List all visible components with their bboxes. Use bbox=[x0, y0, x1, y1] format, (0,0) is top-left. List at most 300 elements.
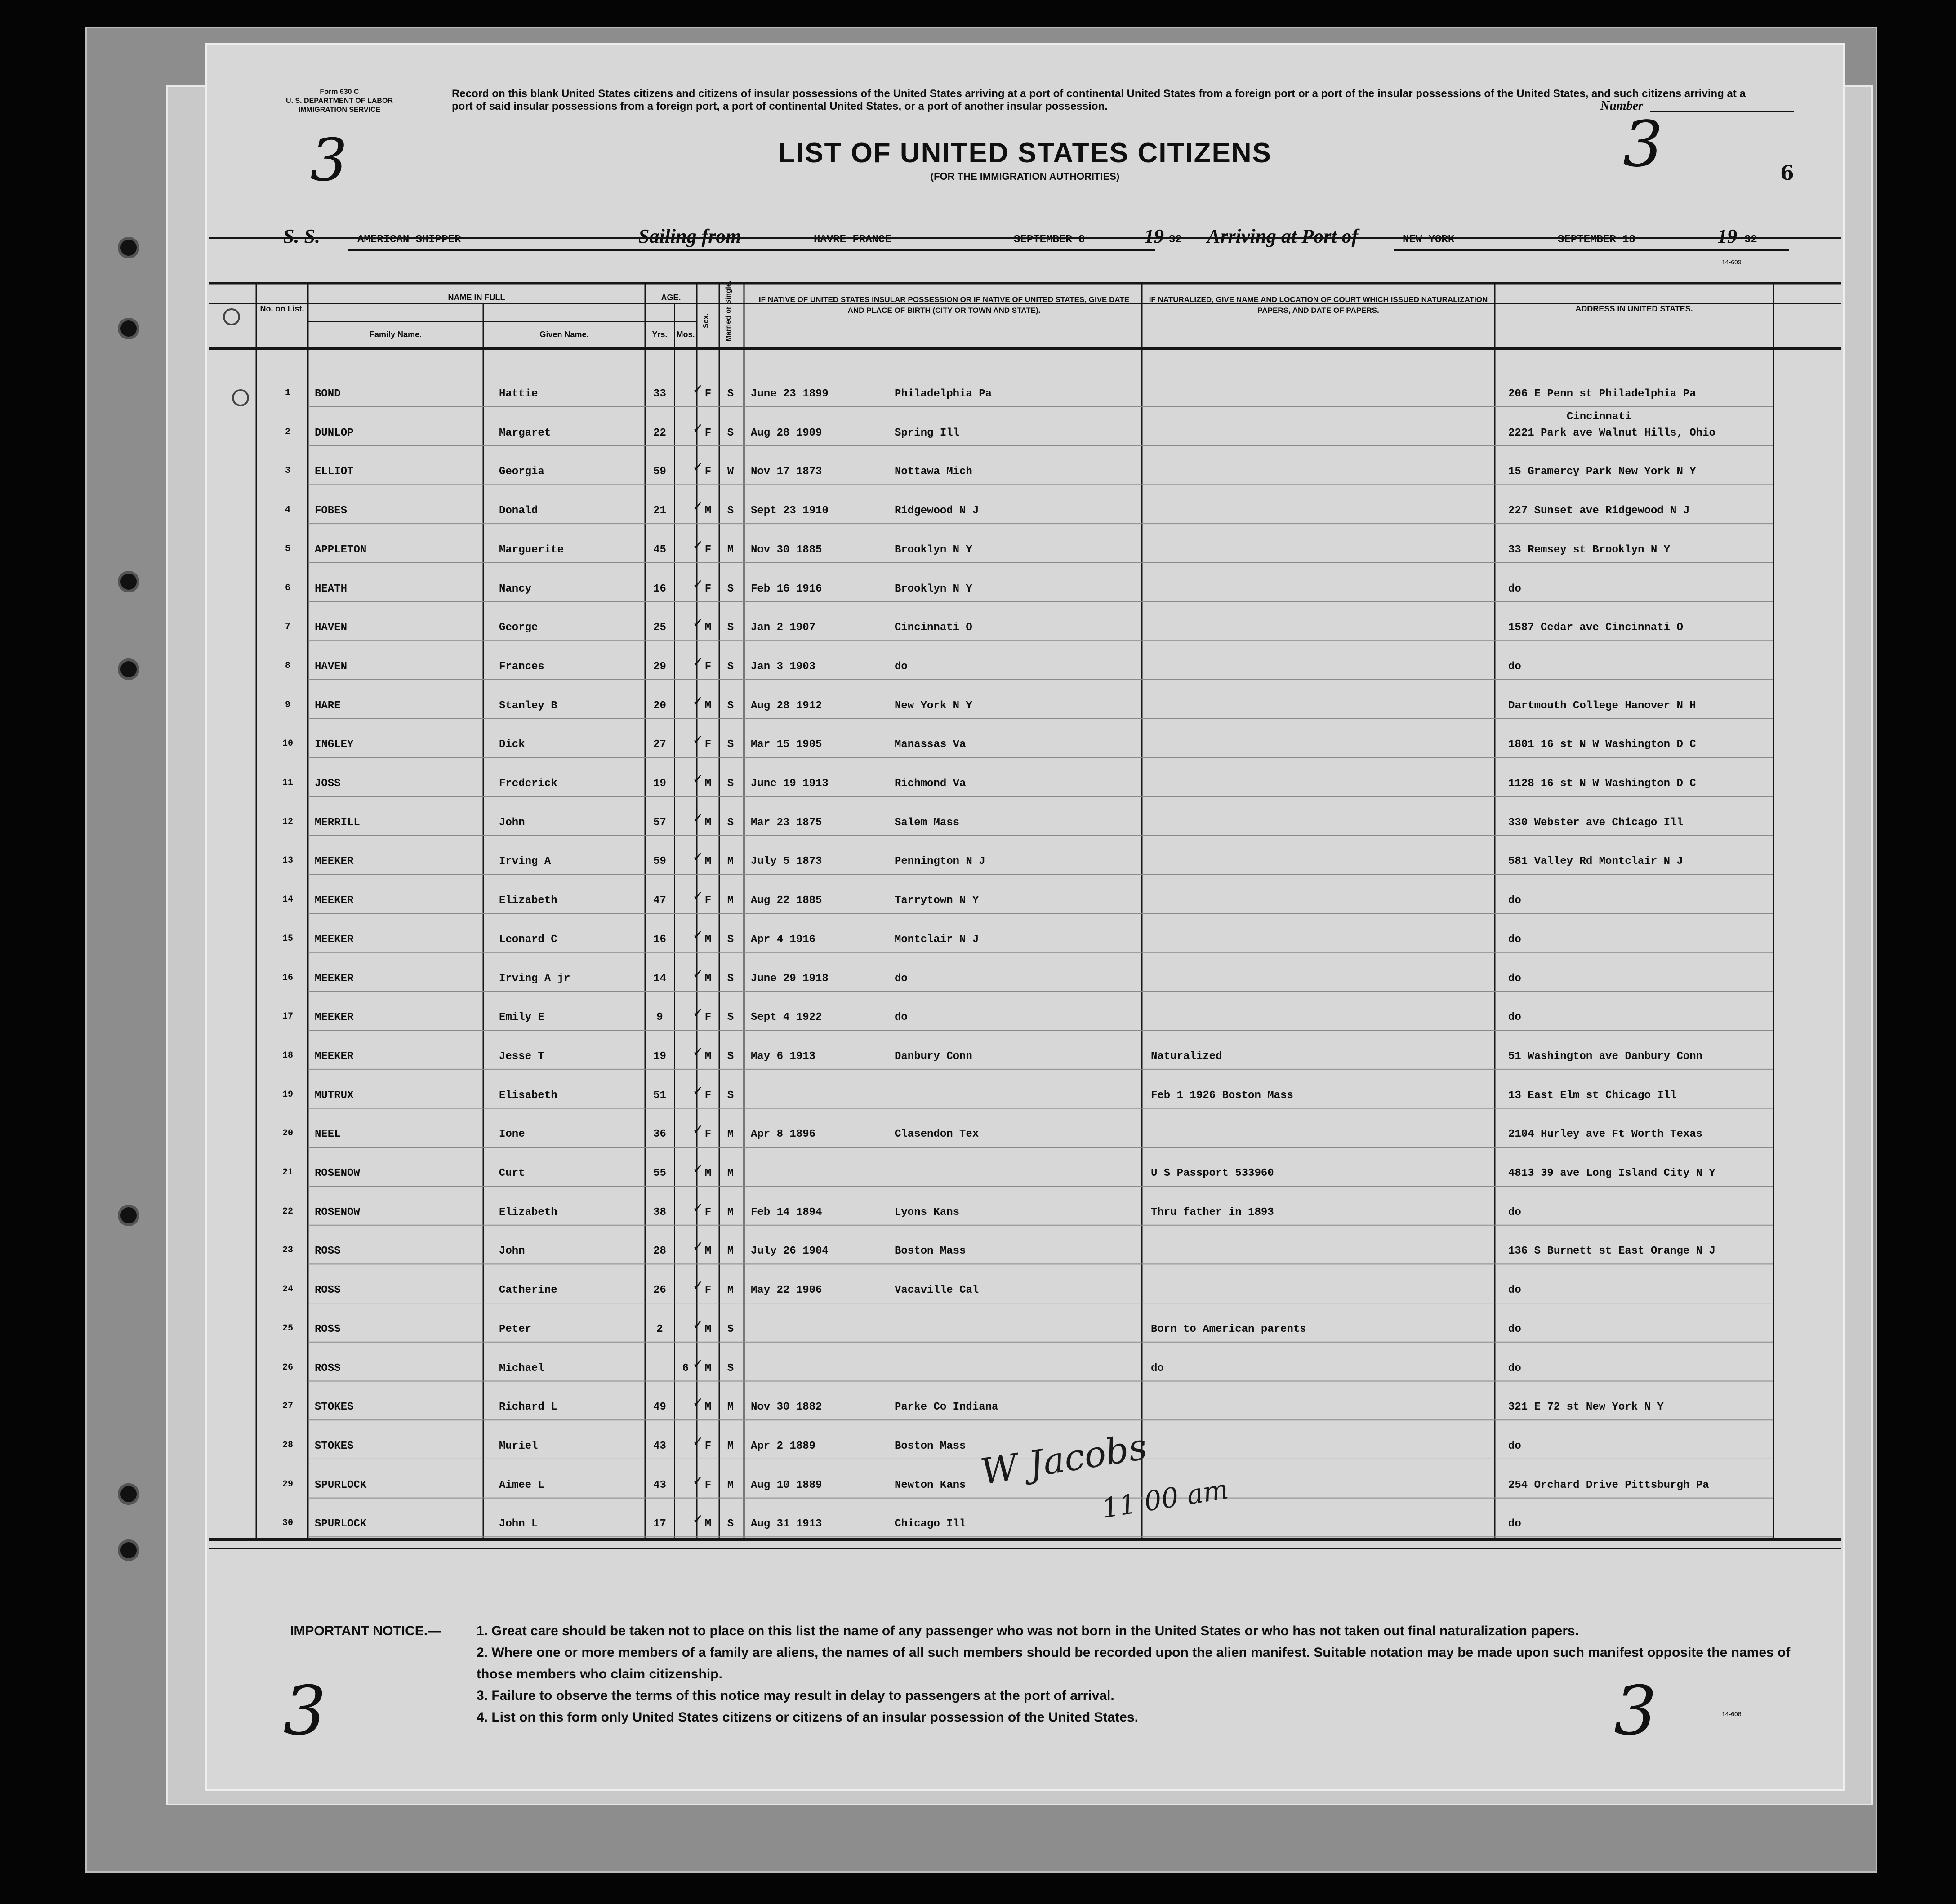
check-mark-icon: ✓ bbox=[692, 1161, 704, 1177]
given-name: Catherine bbox=[499, 1284, 557, 1297]
marital-status: M bbox=[727, 855, 734, 868]
department-name: U. S. DEPARTMENT OF LABOR bbox=[286, 97, 393, 105]
table-row bbox=[207, 410, 1843, 445]
birth-place: Brooklyn N Y bbox=[895, 583, 972, 595]
us-address: 51 Washington ave Danbury Conn bbox=[1508, 1050, 1703, 1063]
naturalization-note: Naturalized bbox=[1151, 1050, 1222, 1063]
age-years: 20 bbox=[653, 699, 666, 712]
age-years: 33 bbox=[653, 388, 666, 400]
birth-place: Boston Mass bbox=[895, 1245, 966, 1258]
row-number: 28 bbox=[282, 1440, 293, 1450]
family-name: BOND bbox=[315, 388, 341, 400]
birth-date: Nov 17 1873 bbox=[751, 466, 822, 478]
birth-place: Salem Mass bbox=[895, 816, 960, 829]
departure-date: SEPTEMBER 8 bbox=[1014, 234, 1085, 246]
marital-status: M bbox=[727, 1206, 734, 1219]
us-address: 206 E Penn st Philadelphia Pa bbox=[1508, 388, 1696, 400]
age-years: 49 bbox=[653, 1401, 666, 1414]
record-instructions: Record on this blank United States citizens and citizens of insular possessions of the United States arriving at a port of continental United States from a foreign port or a port of the insular possessions of the United States, and such citizens arriving at a port of said insular possessions from a foreign port, a port of continental United States, or a port of another insular possession. bbox=[452, 88, 1746, 112]
birth-place: Manassas Va bbox=[895, 738, 966, 751]
table-row bbox=[207, 1239, 1843, 1263]
us-address-city: Cincinnati bbox=[1567, 410, 1632, 423]
us-address: do bbox=[1508, 1518, 1521, 1530]
check-mark-icon: ✓ bbox=[692, 1083, 704, 1099]
marital-status: W bbox=[727, 466, 734, 478]
birth-date: Aug 28 1912 bbox=[751, 699, 822, 712]
handwritten-upper-right-mark: 3 bbox=[1623, 108, 1663, 181]
given-name: Frederick bbox=[499, 778, 557, 790]
family-name: MEEKER bbox=[315, 1050, 354, 1063]
birth-date: Aug 22 1885 bbox=[751, 894, 822, 907]
us-address: Dartmouth College Hanover N H bbox=[1508, 699, 1696, 712]
us-address: 33 Remsey st Brooklyn N Y bbox=[1508, 543, 1671, 556]
ss-label: S. S. bbox=[283, 225, 320, 247]
handwritten-lower-right-mark: 3 bbox=[1614, 1672, 1657, 1750]
us-address: do bbox=[1508, 1206, 1521, 1219]
table-row bbox=[207, 888, 1843, 912]
given-name: Georgia bbox=[499, 466, 544, 478]
binder-hole bbox=[118, 1205, 139, 1226]
family-name: NEEL bbox=[315, 1128, 341, 1141]
marital-status: M bbox=[727, 1440, 734, 1452]
family-name: MEEKER bbox=[315, 855, 354, 868]
check-mark-icon: ✓ bbox=[692, 1395, 704, 1411]
binder-hole bbox=[118, 1483, 139, 1505]
row-number: 9 bbox=[285, 699, 290, 710]
birth-place: Richmond Va bbox=[895, 778, 966, 790]
table-row bbox=[207, 1161, 1843, 1185]
given-name: Emily E bbox=[499, 1011, 544, 1024]
departure-year-suffix: 32 bbox=[1169, 234, 1182, 246]
row-number: 15 bbox=[282, 933, 293, 944]
table-row bbox=[207, 1044, 1843, 1068]
us-address: 13 East Elm st Chicago Ill bbox=[1508, 1089, 1677, 1102]
sex: M bbox=[704, 855, 712, 868]
row-number: 7 bbox=[285, 622, 290, 632]
page-subtitle: (FOR THE IMMIGRATION AUTHORITIES) bbox=[930, 171, 1120, 182]
sex: M bbox=[704, 1518, 712, 1530]
row-number: 25 bbox=[282, 1323, 293, 1334]
col-given-name: Given Name. bbox=[539, 330, 589, 339]
check-mark-icon: ✓ bbox=[692, 459, 704, 476]
birth-place: do bbox=[895, 972, 908, 985]
age-years: 2 bbox=[656, 1323, 663, 1335]
check-mark-icon: ✓ bbox=[692, 420, 704, 436]
family-name: STOKES bbox=[315, 1401, 354, 1414]
birth-date: May 22 1906 bbox=[751, 1284, 822, 1297]
service-name: IMMIGRATION SERVICE bbox=[298, 106, 381, 114]
family-name: JOSS bbox=[315, 778, 341, 790]
us-address: 2104 Hurley ave Ft Worth Texas bbox=[1508, 1128, 1703, 1141]
sex: F bbox=[704, 543, 712, 556]
number-label: Number bbox=[1600, 99, 1643, 113]
age-years: 57 bbox=[653, 816, 666, 829]
age-years: 16 bbox=[653, 933, 666, 946]
age-years: 19 bbox=[653, 778, 666, 790]
manifest-page bbox=[207, 45, 1843, 1789]
check-mark-icon: ✓ bbox=[692, 1356, 704, 1372]
family-name: MEEKER bbox=[315, 1011, 354, 1024]
family-name: ROSENOW bbox=[315, 1206, 360, 1219]
table-row bbox=[207, 810, 1843, 835]
us-address: do bbox=[1508, 972, 1521, 985]
notice-code: 14-608 bbox=[1722, 1710, 1742, 1717]
check-mark-icon: ✓ bbox=[692, 927, 704, 943]
marital-status: S bbox=[727, 505, 734, 517]
row-number: 6 bbox=[285, 583, 290, 593]
table-row bbox=[207, 1005, 1843, 1029]
family-name: MERRILL bbox=[315, 816, 360, 829]
notice-item: 1. Great care should be taken not to place on this list the name of any passenger who was not born in the United States or who has not taken out final naturalization papers. bbox=[477, 1624, 1579, 1638]
row-number: 10 bbox=[282, 738, 293, 749]
us-address: do bbox=[1508, 1284, 1521, 1297]
birth-date: Jan 2 1907 bbox=[751, 622, 816, 634]
table-row bbox=[207, 1395, 1843, 1419]
us-address: 1801 16 st N W Washington D C bbox=[1508, 738, 1696, 751]
birth-place: Nottawa Mich bbox=[895, 466, 972, 478]
check-mark-icon: ✓ bbox=[692, 1005, 704, 1021]
us-address: 1128 16 st N W Washington D C bbox=[1508, 778, 1696, 790]
check-mark-icon: ✓ bbox=[692, 1278, 704, 1294]
row-number: 18 bbox=[282, 1050, 293, 1061]
check-mark-icon: ✓ bbox=[692, 576, 704, 592]
age-years: 9 bbox=[656, 1011, 663, 1024]
table-row bbox=[207, 576, 1843, 601]
marital-status: M bbox=[727, 1128, 734, 1141]
table-row bbox=[207, 382, 1843, 406]
birth-date: Apr 2 1889 bbox=[751, 1440, 816, 1452]
us-address: 227 Sunset ave Ridgewood N J bbox=[1508, 505, 1690, 517]
sex: F bbox=[704, 660, 712, 673]
table-row bbox=[207, 1122, 1843, 1146]
family-name: HAVEN bbox=[315, 660, 348, 673]
us-address: do bbox=[1508, 1362, 1521, 1375]
sex: M bbox=[704, 1323, 712, 1335]
given-name: Richard L bbox=[499, 1401, 557, 1414]
given-name: Irving A jr bbox=[499, 972, 570, 985]
sex: M bbox=[704, 778, 712, 790]
us-address: do bbox=[1508, 894, 1521, 907]
sex: M bbox=[704, 1167, 712, 1179]
sex: F bbox=[704, 738, 712, 751]
table-row bbox=[207, 1278, 1843, 1302]
given-name: Marguerite bbox=[499, 543, 564, 556]
binder-hole bbox=[118, 1539, 139, 1561]
birth-date: Aug 10 1889 bbox=[751, 1479, 822, 1491]
given-name: Jesse T bbox=[499, 1050, 544, 1063]
given-name: Nancy bbox=[499, 583, 532, 595]
family-name: SPURLOCK bbox=[315, 1479, 367, 1491]
sex: M bbox=[704, 816, 712, 829]
sex: M bbox=[704, 933, 712, 946]
birth-date: June 29 1918 bbox=[751, 972, 829, 985]
arrival-date: SEPTEMBER 18 bbox=[1558, 234, 1635, 246]
notice-item: 4. List on this form only United States citizens or citizens of an insular possession of the United States. bbox=[477, 1710, 1138, 1725]
birth-date: Apr 4 1916 bbox=[751, 933, 816, 946]
age-years: 43 bbox=[653, 1440, 666, 1452]
age-years: 38 bbox=[653, 1206, 666, 1219]
check-mark-icon: ✓ bbox=[692, 849, 704, 865]
check-mark-icon: ✓ bbox=[692, 1512, 704, 1528]
sheet-number: 6 bbox=[1780, 162, 1794, 185]
binder-hole bbox=[118, 658, 139, 680]
family-name: SPURLOCK bbox=[315, 1518, 367, 1530]
sex: F bbox=[704, 1011, 712, 1024]
col-naturalization: IF NATURALIZED, GIVE NAME AND LOCATION OF COURT WHICH ISSUED NATURALIZATION PAPERS, AND DATE OF PAPERS. bbox=[1149, 295, 1488, 315]
birth-date: May 6 1913 bbox=[751, 1050, 816, 1063]
row-number: 4 bbox=[285, 505, 290, 516]
arrival-year-suffix: 32 bbox=[1744, 234, 1757, 246]
col-years: Yrs. bbox=[652, 330, 668, 339]
binder-hole bbox=[118, 318, 139, 339]
age-years: 22 bbox=[653, 427, 666, 439]
family-name: STOKES bbox=[315, 1440, 354, 1452]
birth-place: Chicago Ill bbox=[895, 1518, 966, 1530]
row-number: 1 bbox=[285, 388, 290, 398]
sex: F bbox=[704, 583, 712, 595]
us-address: 4813 39 ave Long Island City N Y bbox=[1508, 1167, 1715, 1179]
check-mark-icon: ✓ bbox=[692, 498, 704, 515]
handwritten-lower-left-mark: 3 bbox=[283, 1672, 326, 1750]
ship-name: AMERICAN SHIPPER bbox=[357, 234, 461, 246]
col-age: AGE. bbox=[661, 293, 681, 302]
birth-date: July 26 1904 bbox=[751, 1245, 829, 1258]
birth-date: June 19 1913 bbox=[751, 778, 829, 790]
given-name: Elisabeth bbox=[499, 1089, 557, 1102]
given-name: John bbox=[499, 1245, 525, 1258]
row-number: 11 bbox=[282, 778, 293, 788]
birth-place: Clasendon Tex bbox=[895, 1128, 979, 1141]
col-family-name: Family Name. bbox=[369, 330, 422, 339]
birth-date: Apr 8 1896 bbox=[751, 1128, 816, 1141]
marital-status: S bbox=[727, 738, 734, 751]
marital-status: S bbox=[727, 1050, 734, 1063]
us-address: do bbox=[1508, 1011, 1521, 1024]
col-sex: Sex. bbox=[702, 313, 710, 328]
age-years: 17 bbox=[653, 1518, 666, 1530]
check-mark-icon: ✓ bbox=[692, 537, 704, 553]
age-years: 14 bbox=[653, 972, 666, 985]
row-number: 19 bbox=[282, 1089, 293, 1100]
age-years: 27 bbox=[653, 738, 666, 751]
row-number: 24 bbox=[282, 1284, 293, 1295]
departure-port: HAVRE FRANCE bbox=[814, 234, 891, 246]
row-number: 8 bbox=[285, 660, 290, 671]
given-name: Stanley B bbox=[499, 699, 557, 712]
row-number: 26 bbox=[282, 1362, 293, 1373]
us-address: do bbox=[1508, 933, 1521, 946]
col-married-or-single: Married or Single. bbox=[725, 280, 732, 342]
notice-item: 3. Failure to observe the terms of this notice may result in delay to passengers at the port of arrival. bbox=[477, 1688, 1114, 1703]
family-name: FOBES bbox=[315, 505, 348, 517]
marital-status: M bbox=[727, 543, 734, 556]
table-row bbox=[207, 1200, 1843, 1224]
check-mark-icon: ✓ bbox=[692, 1239, 704, 1255]
marital-status: S bbox=[727, 388, 734, 400]
given-name: Peter bbox=[499, 1323, 532, 1335]
birth-place: Vacaville Cal bbox=[895, 1284, 979, 1297]
table-row bbox=[207, 615, 1843, 640]
check-mark-icon: ✓ bbox=[692, 1433, 704, 1450]
birth-place: Newton Kans bbox=[895, 1479, 966, 1491]
family-name: ROSS bbox=[315, 1362, 341, 1375]
family-name: HARE bbox=[315, 699, 341, 712]
marital-status: M bbox=[727, 1401, 734, 1414]
check-mark-icon: ✓ bbox=[692, 810, 704, 826]
birth-place: Tarrytown N Y bbox=[895, 894, 979, 907]
binder-hole bbox=[118, 237, 139, 258]
page-title: LIST OF UNITED STATES CITIZENS bbox=[778, 138, 1272, 169]
row-number: 23 bbox=[282, 1245, 293, 1256]
marital-status: S bbox=[727, 972, 734, 985]
birth-date: Aug 31 1913 bbox=[751, 1518, 822, 1530]
sex: M bbox=[704, 1245, 712, 1258]
marital-status: M bbox=[727, 1479, 734, 1491]
form-number: Form 630 C bbox=[320, 88, 359, 96]
row-number: 20 bbox=[282, 1128, 293, 1139]
us-address: 1587 Cedar ave Cincinnati O bbox=[1508, 622, 1683, 634]
given-name: Curt bbox=[499, 1167, 525, 1179]
given-name: Leonard C bbox=[499, 933, 557, 946]
given-name: Margaret bbox=[499, 427, 551, 439]
age-years: 36 bbox=[653, 1128, 666, 1141]
marital-status: S bbox=[727, 1518, 734, 1530]
birth-place: New York N Y bbox=[895, 699, 972, 712]
table-row bbox=[207, 966, 1843, 991]
birth-place: Pennington N J bbox=[895, 855, 985, 868]
marital-status: S bbox=[727, 622, 734, 634]
family-name: MEEKER bbox=[315, 894, 354, 907]
family-name: ROSENOW bbox=[315, 1167, 360, 1179]
table-row bbox=[207, 693, 1843, 718]
departure-year-prefix: 19 bbox=[1144, 225, 1164, 247]
check-mark-icon: ✓ bbox=[692, 693, 704, 709]
birth-date: Aug 28 1909 bbox=[751, 427, 822, 439]
given-name: Elizabeth bbox=[499, 1206, 557, 1219]
handwritten-sheet-mark: 3 bbox=[310, 126, 348, 194]
us-address: 581 Valley Rd Montclair N J bbox=[1508, 855, 1683, 868]
table-row bbox=[207, 771, 1843, 796]
check-mark-icon: ✓ bbox=[692, 1044, 704, 1060]
us-address: 2221 Park ave Walnut Hills, Ohio bbox=[1508, 427, 1715, 439]
birth-place: Montclair N J bbox=[895, 933, 979, 946]
family-name: ROSS bbox=[315, 1245, 341, 1258]
marital-status: S bbox=[727, 699, 734, 712]
birth-date: Mar 23 1875 bbox=[751, 816, 822, 829]
us-address: 136 S Burnett st East Orange N J bbox=[1508, 1245, 1715, 1258]
sailing-from-label: Sailing from bbox=[638, 225, 741, 247]
sex: M bbox=[704, 622, 712, 634]
birth-place: Philadelphia Pa bbox=[895, 388, 992, 400]
birth-date: June 23 1899 bbox=[751, 388, 829, 400]
age-years: 55 bbox=[653, 1167, 666, 1179]
birth-date: Nov 30 1882 bbox=[751, 1401, 822, 1414]
age-years: 59 bbox=[653, 466, 666, 478]
sex: F bbox=[704, 894, 712, 907]
birth-date: Jan 3 1903 bbox=[751, 660, 816, 673]
given-name: Dick bbox=[499, 738, 525, 751]
naturalization-note: Thru father in 1893 bbox=[1151, 1206, 1274, 1219]
row-number: 17 bbox=[282, 1011, 293, 1022]
sex: F bbox=[704, 1284, 712, 1297]
us-address: do bbox=[1508, 660, 1521, 673]
age-years: 16 bbox=[653, 583, 666, 595]
us-address: 321 E 72 st New York N Y bbox=[1508, 1401, 1664, 1414]
row-number: 29 bbox=[282, 1479, 293, 1490]
sex: F bbox=[704, 427, 712, 439]
age-years: 43 bbox=[653, 1479, 666, 1491]
table-row bbox=[207, 498, 1843, 523]
birth-place: Parke Co Indiana bbox=[895, 1401, 998, 1414]
sex: F bbox=[704, 1479, 712, 1491]
age-years: 29 bbox=[653, 660, 666, 673]
row-number: 13 bbox=[282, 855, 293, 866]
us-address: 15 Gramercy Park New York N Y bbox=[1508, 466, 1696, 478]
family-name: DUNLOP bbox=[315, 427, 354, 439]
given-name: Muriel bbox=[499, 1440, 538, 1452]
us-address: 330 Webster ave Chicago Ill bbox=[1508, 816, 1683, 829]
table-row bbox=[207, 1356, 1843, 1380]
age-years: 21 bbox=[653, 505, 666, 517]
row-number: 2 bbox=[285, 427, 290, 437]
given-name: Michael bbox=[499, 1362, 544, 1375]
sex: F bbox=[704, 1206, 712, 1219]
sex: F bbox=[704, 466, 712, 478]
marital-status: M bbox=[727, 1245, 734, 1258]
table-row bbox=[207, 732, 1843, 756]
sex: M bbox=[704, 1050, 712, 1063]
given-name: Elizabeth bbox=[499, 894, 557, 907]
birth-date: July 5 1873 bbox=[751, 855, 822, 868]
row-number: 22 bbox=[282, 1206, 293, 1217]
marital-status: M bbox=[727, 1167, 734, 1179]
check-mark-icon: ✓ bbox=[692, 1200, 704, 1216]
naturalization-note: do bbox=[1151, 1362, 1164, 1375]
table-row bbox=[207, 537, 1843, 562]
sex: M bbox=[704, 699, 712, 712]
row-number: 14 bbox=[282, 894, 293, 905]
us-address: do bbox=[1508, 1323, 1521, 1335]
check-mark-icon: ✓ bbox=[692, 732, 704, 748]
marital-status: S bbox=[727, 583, 734, 595]
age-years: 51 bbox=[653, 1089, 666, 1102]
check-mark-icon: ✓ bbox=[692, 966, 704, 982]
table-row bbox=[207, 459, 1843, 484]
check-mark-icon: ✓ bbox=[692, 382, 704, 397]
age-years: 59 bbox=[653, 855, 666, 868]
check-mark-icon: ✓ bbox=[692, 888, 704, 904]
col-name-in-full: NAME IN FULL bbox=[448, 293, 505, 302]
given-name: John bbox=[499, 816, 525, 829]
marital-status: S bbox=[727, 816, 734, 829]
birth-place: Cincinnati O bbox=[895, 622, 972, 634]
sex: F bbox=[704, 1128, 712, 1141]
inspection-time: 11 00 am bbox=[1100, 1473, 1231, 1525]
marital-status: S bbox=[727, 1089, 734, 1102]
age-years: 28 bbox=[653, 1245, 666, 1258]
sex: F bbox=[704, 1089, 712, 1102]
us-address: do bbox=[1508, 583, 1521, 595]
birth-date: Nov 30 1885 bbox=[751, 543, 822, 556]
row-number: 21 bbox=[282, 1167, 293, 1178]
us-address: do bbox=[1508, 1440, 1521, 1452]
sex: M bbox=[704, 1401, 712, 1414]
age-years: 25 bbox=[653, 622, 666, 634]
birth-place: do bbox=[895, 660, 908, 673]
birth-date: Feb 14 1894 bbox=[751, 1206, 822, 1219]
arrival-port: NEW YORK bbox=[1403, 234, 1455, 246]
arriving-label: Arriving at Port of bbox=[1207, 225, 1359, 247]
